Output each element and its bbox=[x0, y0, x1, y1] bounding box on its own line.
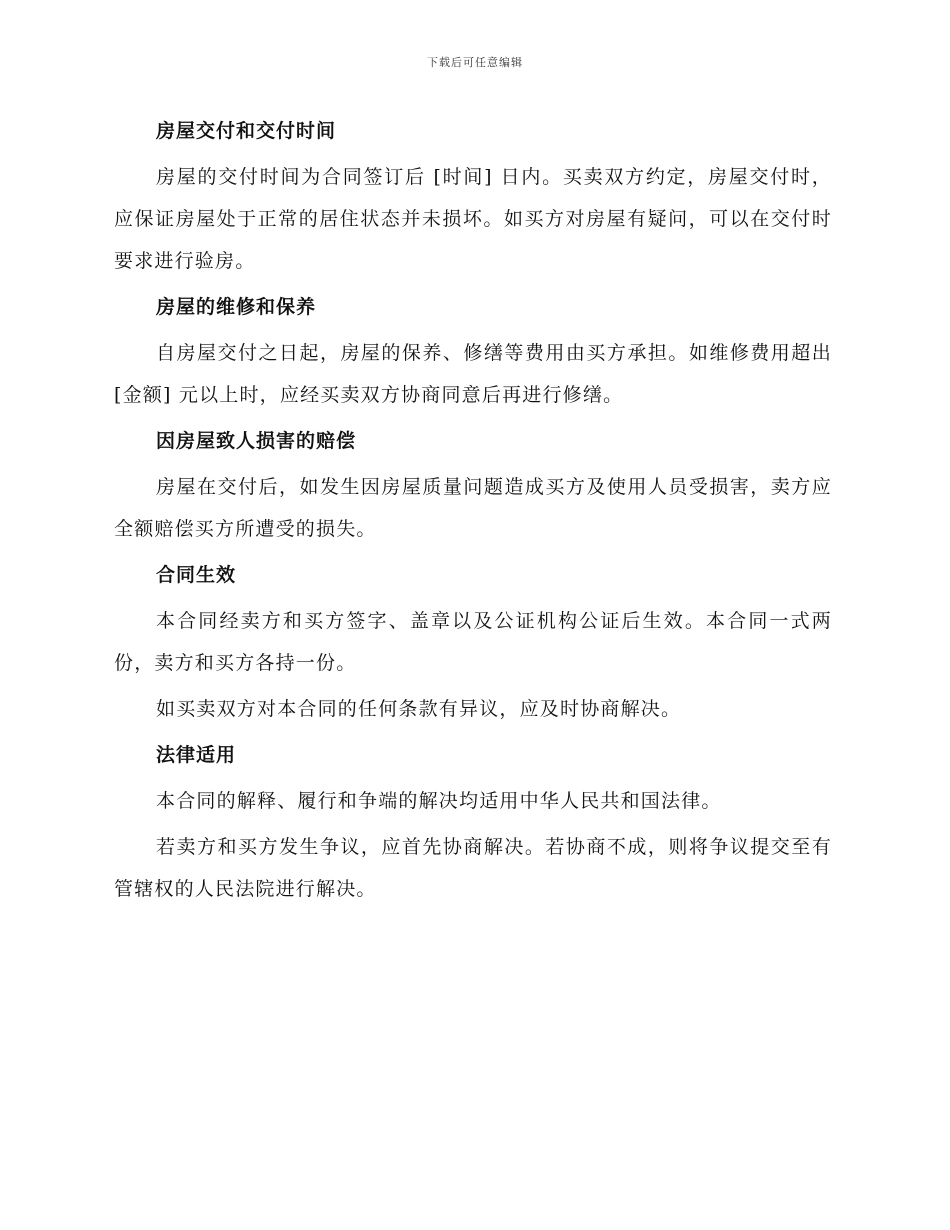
section-heading-maintenance: 房屋的维修和保养 bbox=[156, 296, 317, 318]
page-header: 下载后可任意编辑 bbox=[427, 56, 523, 69]
section-heading-governing-law: 法律适用 bbox=[156, 744, 237, 766]
section-heading-compensation: 因房屋致人损害的赔偿 bbox=[156, 430, 357, 452]
paragraph-maintenance: 自房屋交付之日起，房屋的保养、修缮等费用由买方承担。如维修费用超出 [金额] 元以上时，应经买卖双方协商同意后再进行修缮。 bbox=[114, 342, 832, 406]
paragraph-effectiveness-1: 本合同经卖方和买方签字、盖章以及公证机构公证后生效。本合同一式两份，卖方和买方各持一份。 bbox=[114, 610, 832, 674]
section-heading-delivery: 房屋交付和交付时间 bbox=[156, 120, 337, 142]
paragraph-governing-law-1: 本合同的解释、履行和争端的解决均适用中华人民共和国法律。 bbox=[156, 790, 722, 812]
paragraph-delivery: 房屋的交付时间为合同签订后 [时间] 日内。买卖双方约定，房屋交付时，应保证房屋处于正常的居住状态并未损坏。如买方对房屋有疑问，可以在交付时要求进行验房。 bbox=[114, 166, 832, 272]
paragraph-compensation: 房屋在交付后，如发生因房屋质量问题造成买方及使用人员受损害，卖方应全额赔偿买方所遭受的损失。 bbox=[114, 476, 832, 540]
paragraph-effectiveness-2: 如买卖双方对本合同的任何条款有异议，应及时协商解决。 bbox=[156, 698, 682, 720]
section-heading-effectiveness: 合同生效 bbox=[156, 564, 237, 586]
document-body bbox=[114, 110, 832, 914]
paragraph-governing-law-2: 若卖方和买方发生争议，应首先协商解决。若协商不成，则将争议提交至有管辖权的人民法院进行解决。 bbox=[114, 836, 832, 900]
